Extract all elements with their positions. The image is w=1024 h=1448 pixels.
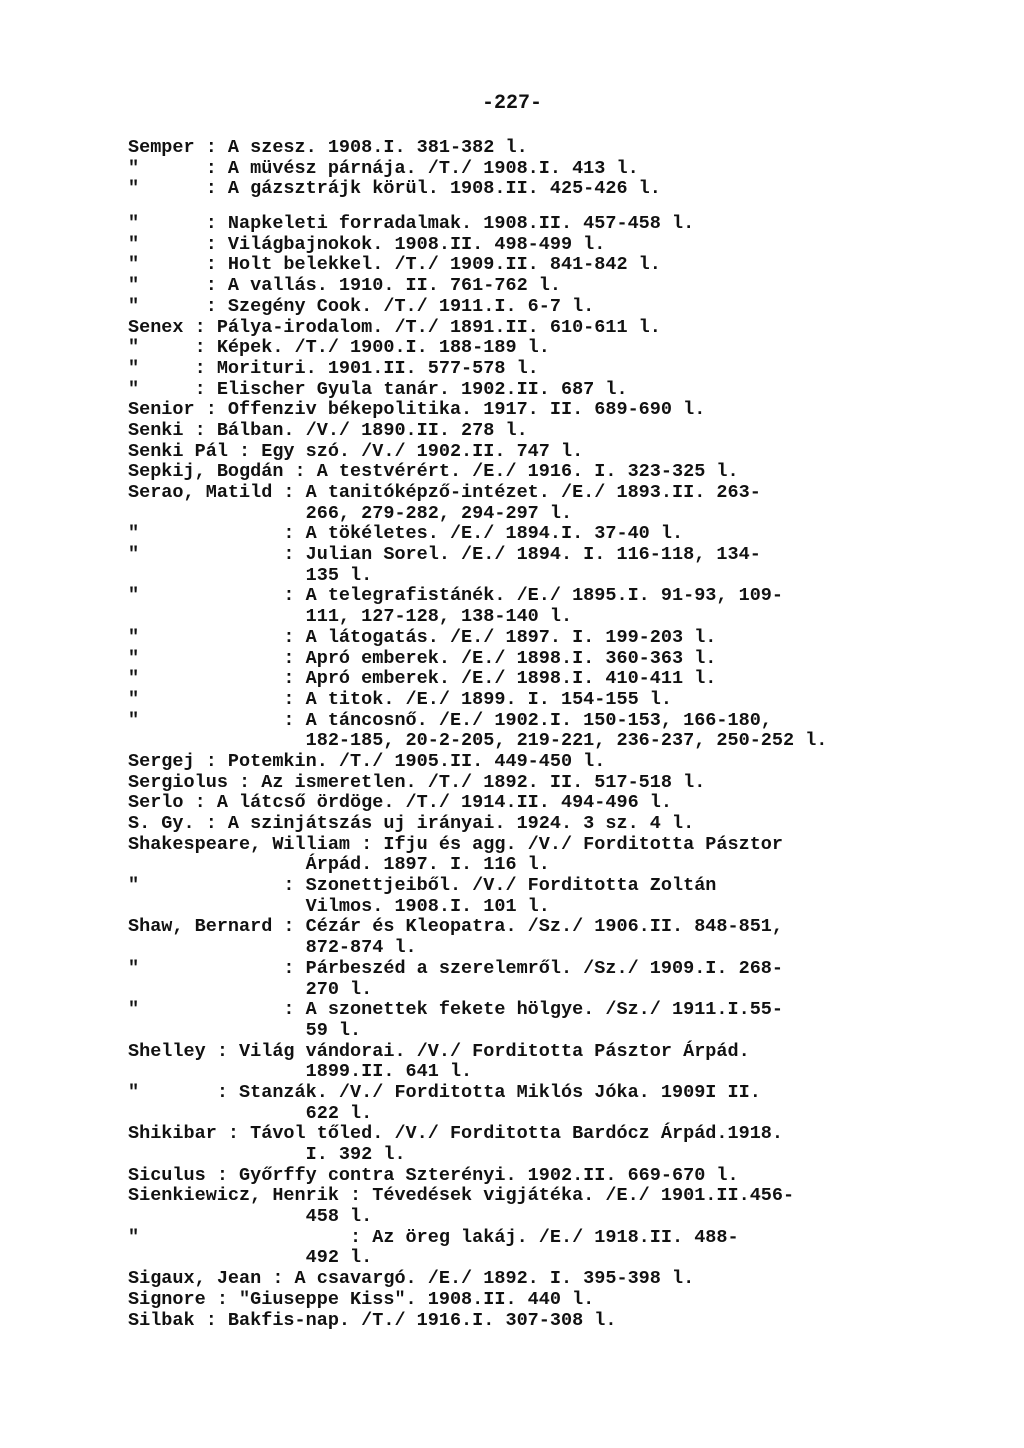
entry-line xyxy=(128,731,1008,752)
entry-text: 270 l. xyxy=(128,978,373,1000)
entry-line xyxy=(128,483,1008,504)
entry-line xyxy=(128,1042,1008,1063)
entry-text: " : A táncosnő. /E./ 1902.I. 150-153, 166-180, xyxy=(128,709,772,731)
entry-text: " : Apró emberek. /E./ 1898.I. 410-411 l. xyxy=(128,668,717,690)
entry-text: Senex : Pálya-irodalom. /T./ 1891.II. 610-611 l. xyxy=(128,316,661,338)
entry-line xyxy=(128,276,1008,297)
entry-line xyxy=(128,917,1008,938)
entry-text: 266, 279-282, 294-297 l. xyxy=(128,502,573,524)
entry-line xyxy=(128,1104,1008,1125)
entry-line xyxy=(128,938,1008,959)
entry-text: 458 l. xyxy=(128,1206,373,1228)
entry-line xyxy=(128,1186,1008,1207)
entry-text: " : A titok. /E./ 1899. I. 154-155 l. xyxy=(128,688,672,710)
entry-text: 1899.II. 641 l. xyxy=(128,1061,473,1083)
entry-text: Sergej : Potemkin. /T./ 1905.II. 449-450 l. xyxy=(128,750,606,772)
entry-line xyxy=(128,159,1008,180)
entry-line xyxy=(128,814,1008,835)
entry-line xyxy=(128,255,1008,276)
entry-line xyxy=(128,607,1008,628)
entry-text: " : A szonettek fekete hölgye. /Sz./ 1911.I.55- xyxy=(128,999,784,1021)
entry-text: " : Szegény Cook. /T./ 1911.I. 6-7 l. xyxy=(128,295,595,317)
entry-text: Shaw, Bernard : Cézár és Kleopatra. /Sz./ 1906.II. 848-851, xyxy=(128,916,784,938)
entry-line xyxy=(128,897,1008,918)
entry-text: " : Az öreg lakáj. /E./ 1918.II. 488- xyxy=(128,1226,739,1248)
entry-line xyxy=(128,1166,1008,1187)
entry-line xyxy=(128,1311,1008,1332)
entry-text: Sienkiewicz, Henrik : Tévedések vigjátéka. /E./ 1901.II.456- xyxy=(128,1185,795,1207)
entry-line xyxy=(128,524,1008,545)
entry-line xyxy=(128,649,1008,670)
entry-text: " : Párbeszéd a szerelemről. /Sz./ 1909.I. 268- xyxy=(128,957,784,979)
entry-text: Vilmos. 1908.I. 101 l. xyxy=(128,895,550,917)
entry-text: 622 l. xyxy=(128,1102,373,1124)
entry-text: " : A gázsztrájk körül. 1908.II. 425-426 l. xyxy=(128,178,661,200)
entry-text: Siculus : Győrffy contra Szterényi. 1902.II. 669-670 l. xyxy=(128,1164,739,1186)
bibliography-entries xyxy=(128,138,1008,1331)
entry-text: Sepkij, Bogdán : A testvérért. /E./ 1916. I. 323-325 l. xyxy=(128,461,739,483)
entry-line xyxy=(128,545,1008,566)
entry-text: 182-185, 20-2-205, 219-221, 236-237, 250-252 l. xyxy=(128,730,828,752)
entry-text: Shikibar : Távol tőled. /V./ Forditotta Bardócz Árpád.1918. xyxy=(128,1123,784,1145)
entry-text: Sergiolus : Az ismeretlen. /T./ 1892. II. 517-518 l. xyxy=(128,771,706,793)
entry-line xyxy=(128,1228,1008,1249)
entry-line xyxy=(128,1000,1008,1021)
entry-line xyxy=(128,876,1008,897)
entry-line xyxy=(128,835,1008,856)
entry-line xyxy=(128,1207,1008,1228)
entry-text: " : A vallás. 1910. II. 761-762 l. xyxy=(128,275,561,297)
entry-line xyxy=(128,773,1008,794)
entry-text: 111, 127-128, 138-140 l. xyxy=(128,606,573,628)
entry-text: 135 l. xyxy=(128,564,373,586)
entry-text: " : Julian Sorel. /E./ 1894. I. 116-118, 134- xyxy=(128,544,761,566)
entry-text: " : Apró emberek. /E./ 1898.I. 360-363 l. xyxy=(128,647,717,669)
page-number: -227- xyxy=(481,92,542,115)
entry-line xyxy=(128,1021,1008,1042)
entry-line xyxy=(128,462,1008,483)
entry-line xyxy=(128,380,1008,401)
entry-line xyxy=(128,179,1008,200)
entry-text: " : A tökéletes. /E./ 1894.I. 37-40 l. xyxy=(128,523,684,545)
entry-line xyxy=(128,586,1008,607)
entry-text: Semper : A szesz. 1908.I. 381-382 l. xyxy=(128,137,528,158)
entry-text: " : Morituri. 1901.II. 577-578 l. xyxy=(128,357,539,379)
entry-text: " : Napkeleti forradalmak. 1908.II. 457-458 l. xyxy=(128,213,695,235)
entry-text: Signore : "Giuseppe Kiss". 1908.II. 440 l. xyxy=(128,1288,595,1310)
entry-text: Shelley : Világ vándorai. /V./ Forditotta Pásztor Árpád. xyxy=(128,1040,750,1062)
entry-line xyxy=(128,504,1008,525)
entry-line xyxy=(128,669,1008,690)
entry-line xyxy=(128,1124,1008,1145)
entry-line xyxy=(128,442,1008,463)
entry-text: Silbak : Bakfis-nap. /T./ 1916.I. 307-308 l. xyxy=(128,1309,617,1331)
entry-text: " : Holt belekkel. /T./ 1909.II. 841-842 l. xyxy=(128,254,661,276)
entry-text: Sigaux, Jean : A csavargó. /E./ 1892. I. 395-398 l. xyxy=(128,1268,695,1290)
entry-line xyxy=(128,690,1008,711)
entry-text: " : Stanzák. /V./ Forditotta Miklós Jóka. 1909I II. xyxy=(128,1081,761,1103)
entry-text: 59 l. xyxy=(128,1019,362,1041)
entry-line xyxy=(128,138,1008,159)
entry-text: " : Szonettjeiből. /V./ Forditotta Zoltán xyxy=(128,875,717,897)
entry-text: " : A telegrafistánék. /E./ 1895.I. 91-93, 109- xyxy=(128,585,784,607)
entry-text: Serlo : A látcső ördöge. /T./ 1914.II. 494-496 l. xyxy=(128,792,672,814)
entry-line xyxy=(128,1290,1008,1311)
entry-line xyxy=(128,400,1008,421)
entry-text: Serao, Matild : A tanitóképző-intézet. /E./ 1893.II. 263- xyxy=(128,482,761,503)
entry-line xyxy=(128,1062,1008,1083)
entry-line xyxy=(128,752,1008,773)
entry-text: S. Gy. : A szinjátszás uj irányai. 1924. 3 sz. 4 l. xyxy=(128,813,695,834)
entry-line xyxy=(128,214,1008,235)
entry-text: Senki : Bálban. /V./ 1890.II. 278 l. xyxy=(128,419,528,441)
entry-text: Árpád. 1897. I. 116 l. xyxy=(128,854,550,876)
entry-line xyxy=(128,980,1008,1001)
entry-line xyxy=(128,855,1008,876)
entry-line xyxy=(128,711,1008,732)
entry-text: " : A látogatás. /E./ 1897. I. 199-203 l. xyxy=(128,626,717,648)
entry-text: Senki Pál : Egy szó. /V./ 1902.II. 747 l. xyxy=(128,440,584,462)
entry-line xyxy=(128,1083,1008,1104)
entry-line xyxy=(128,793,1008,814)
entry-line xyxy=(128,318,1008,339)
entry-text: " : A müvész párnája. /T./ 1908.I. 413 l. xyxy=(128,157,639,179)
entry-text: 872-874 l. xyxy=(128,937,417,959)
entry-line xyxy=(128,421,1008,442)
entry-line xyxy=(128,235,1008,256)
entry-line xyxy=(128,1145,1008,1166)
entry-text: 492 l. xyxy=(128,1247,373,1269)
entry-text: Senior : Offenziv békepolitika. 1917. II. 689-690 l. xyxy=(128,399,706,421)
entry-line xyxy=(128,959,1008,980)
entry-line xyxy=(128,359,1008,380)
entry-line xyxy=(128,338,1008,359)
entry-line xyxy=(128,566,1008,587)
entry-text: " : Képek. /T./ 1900.I. 188-189 l. xyxy=(128,337,550,359)
entry-line xyxy=(128,1269,1008,1290)
entry-line xyxy=(128,297,1008,318)
entry-line xyxy=(128,628,1008,649)
entry-line xyxy=(128,1248,1008,1269)
entry-text: Shakespeare, William : Ifju és agg. /V./ Forditotta Pásztor xyxy=(128,833,784,855)
blank-line xyxy=(128,200,1008,214)
entry-text: " : Világbajnokok. 1908.II. 498-499 l. xyxy=(128,233,606,255)
entry-text: " : Elischer Gyula tanár. 1902.II. 687 l. xyxy=(128,378,628,400)
entry-text: I. 392 l. xyxy=(128,1144,406,1165)
